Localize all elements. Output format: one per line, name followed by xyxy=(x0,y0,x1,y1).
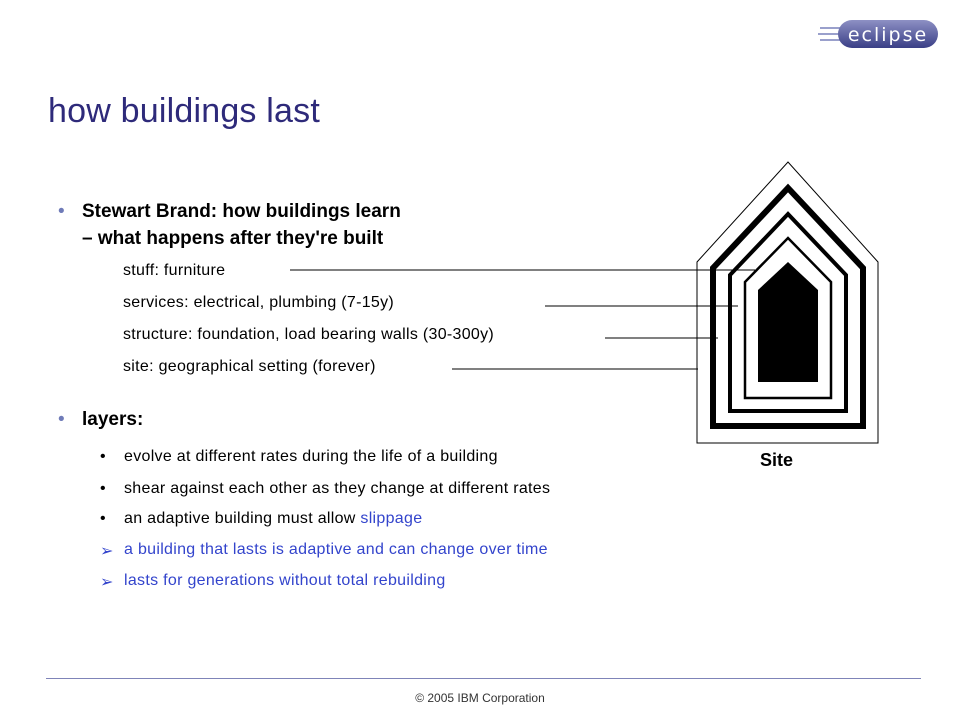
bullet-marker: • xyxy=(100,510,106,527)
bullet-marker: • xyxy=(100,448,106,465)
list-item-text: a building that lasts is adaptive and can change over time xyxy=(124,541,548,558)
stuff-layer xyxy=(745,238,831,398)
bullet-marker: • xyxy=(58,409,65,430)
slide-title: how buildings last xyxy=(48,92,320,130)
layer-site: site: geographical setting (forever) xyxy=(123,358,376,375)
footer-copyright: © 2005 IBM Corporation xyxy=(415,691,545,705)
bullet-marker: • xyxy=(58,201,65,222)
list-item-text: evolve at different rates during the life of a building xyxy=(124,448,498,465)
structure-layer xyxy=(713,188,863,426)
bullet-line-1: Stewart Brand: how buildings learn xyxy=(82,201,401,222)
layer-stuff: stuff: furniture xyxy=(123,262,226,279)
site-label: Site xyxy=(760,450,794,470)
layer-structure: structure: foundation, load bearing walls (30-300y) xyxy=(123,326,495,343)
layer-services: services: electrical, plumbing (7-15y) xyxy=(123,294,395,311)
bullet-text: layers: xyxy=(82,409,144,430)
list-item-text: shear against each other as they change at different rates xyxy=(124,480,551,497)
highlight-slippage: slippage xyxy=(360,510,423,527)
arrow-bullet-icon: ➢ xyxy=(100,574,114,591)
list-item-plain: an adaptive building must allow xyxy=(124,510,361,527)
services-layer xyxy=(730,214,846,411)
svg-text:eclipse: eclipse xyxy=(847,24,929,46)
bullet-line-2: – what happens after they're built xyxy=(82,228,384,249)
list-item-text xyxy=(124,510,422,528)
list-item-text: lasts for generations without total rebuilding xyxy=(124,572,446,589)
bullet-marker: • xyxy=(100,480,106,497)
eclipse-logo xyxy=(818,14,940,54)
bullet-text xyxy=(82,198,401,252)
site-outline xyxy=(697,162,878,443)
footer-rule xyxy=(46,678,921,679)
arrow-bullet-icon: ➢ xyxy=(100,543,114,560)
core-layer xyxy=(758,262,818,382)
